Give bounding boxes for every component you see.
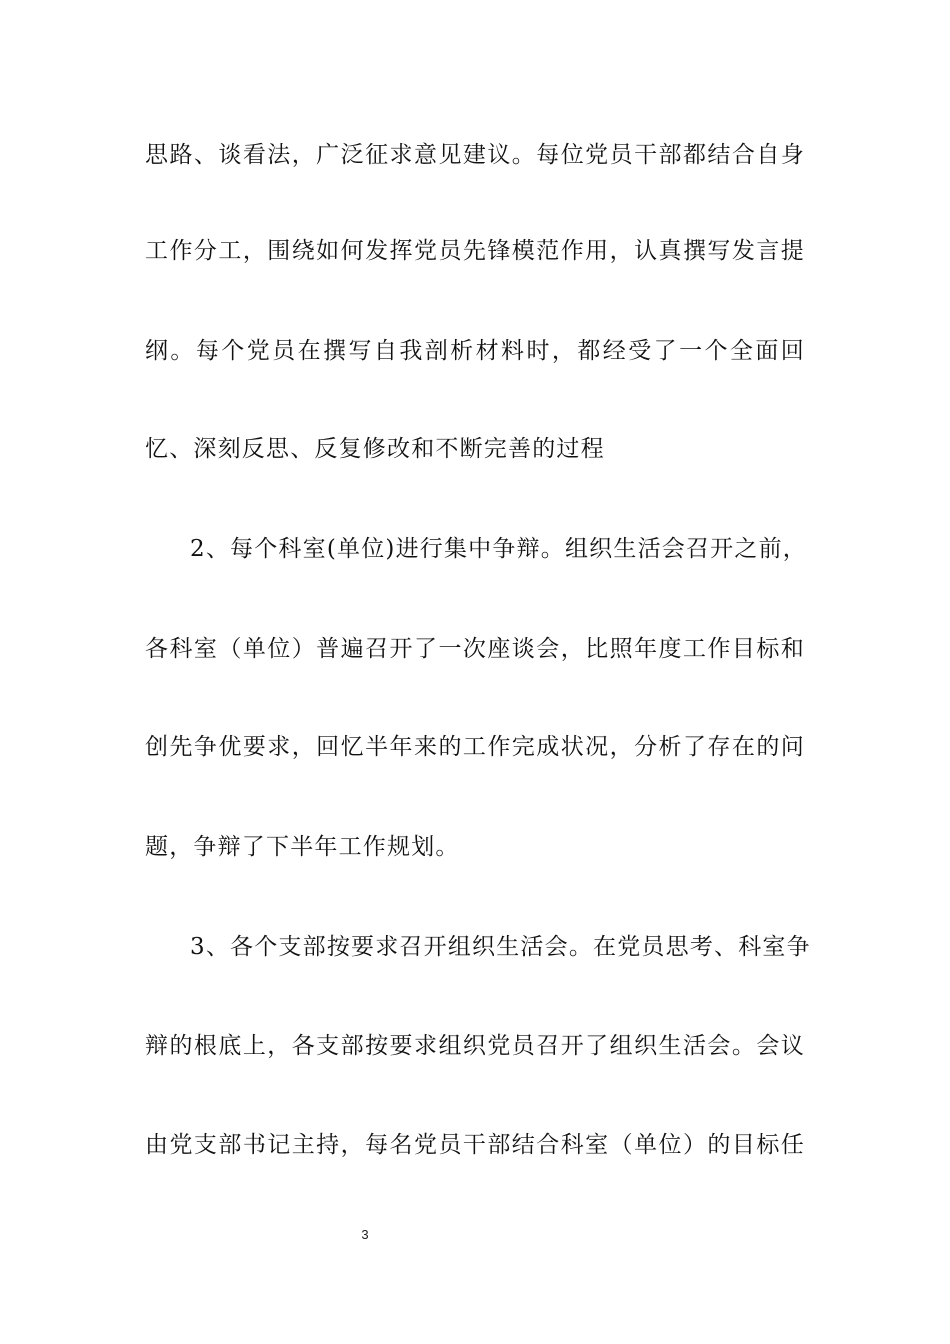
paragraph-line: 辩的根底上，各支部按要求组织党员召开了组织生活会。会议 <box>145 1033 805 1059</box>
paragraph-line: 纲。每个党员在撰写自我剖析材料时，都经受了一个全面回 <box>145 338 805 364</box>
page-number: 3 <box>361 1227 369 1242</box>
paragraph-line: 思路、谈看法，广泛征求意见建议。每位党员干部都结合自身 <box>145 142 805 168</box>
paragraph-line: 各科室（单位）普遍召开了一次座谈会，比照年度工作目标和 <box>145 636 805 662</box>
paragraph-line: 忆、深刻反思、反复修改和不断完善的过程 <box>145 436 605 462</box>
paragraph-line: 3、各个支部按要求召开组织生活会。在党员思考、科室争 <box>190 934 811 960</box>
paragraph-line: 由党支部书记主持，每名党员干部结合科室（单位）的目标任 <box>145 1132 805 1158</box>
paragraph-line: 题，争辩了下半年工作规划。 <box>145 834 460 860</box>
paragraph-line: 工作分工，围绕如何发挥党员先锋模范作用，认真撰写发言提 <box>145 238 805 264</box>
paragraph-line: 2、每个科室(单位)进行集中争辩。组织生活会召开之前， <box>190 536 807 562</box>
paragraph-line: 创先争优要求，回忆半年来的工作完成状况，分析了存在的问 <box>145 734 805 760</box>
